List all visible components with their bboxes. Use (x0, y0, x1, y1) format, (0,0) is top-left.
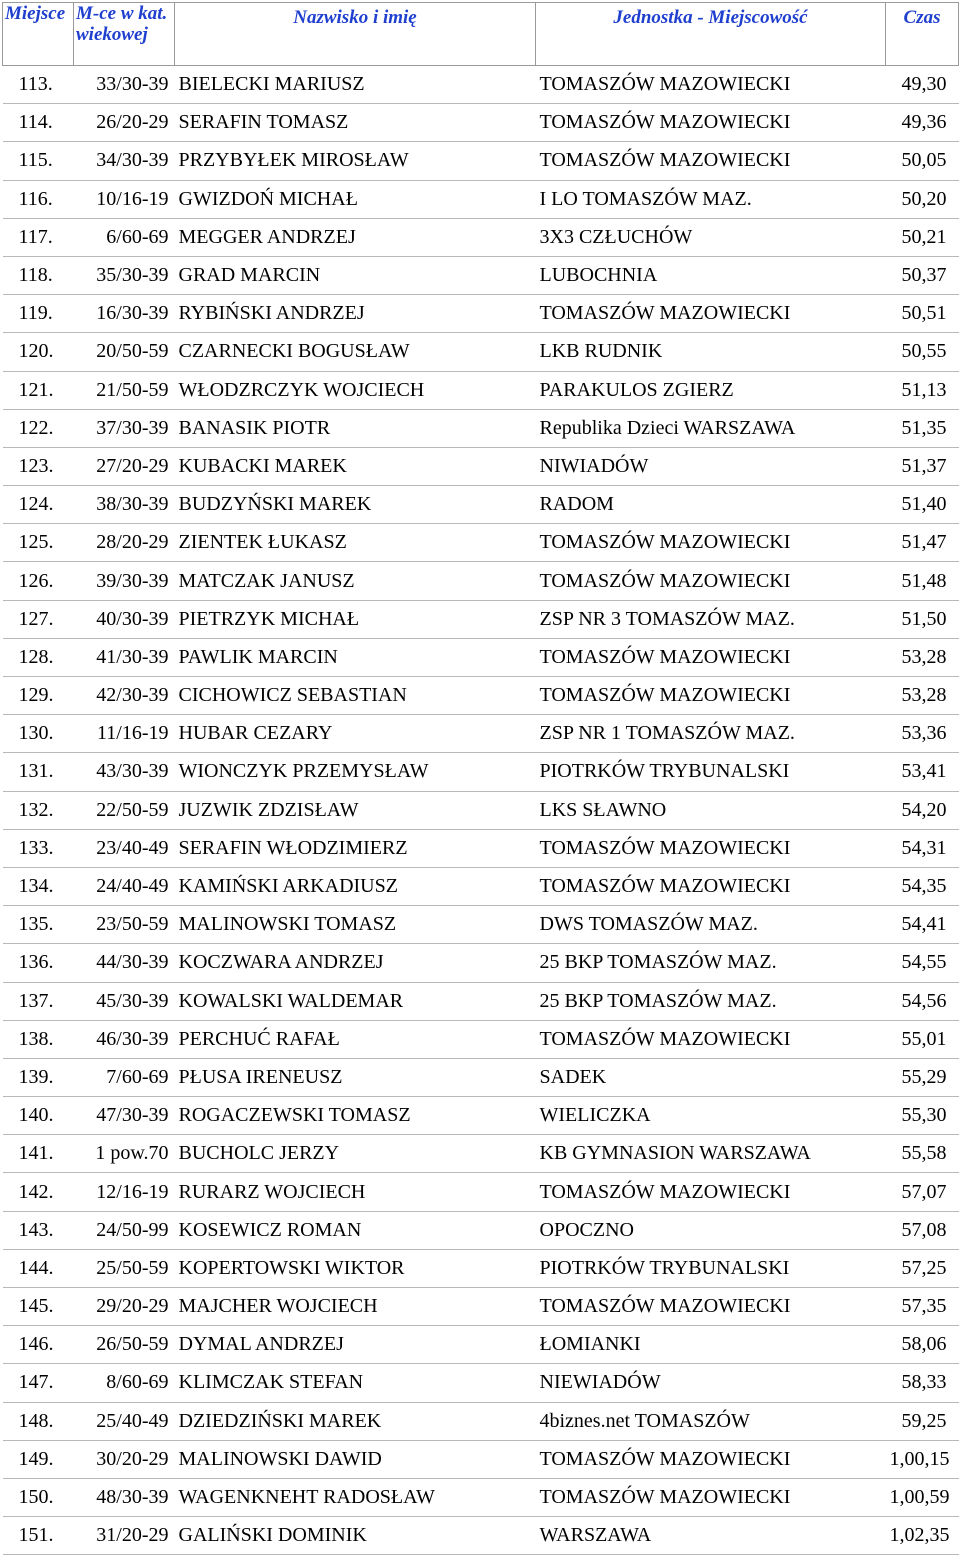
cell-category: 34/30-39 (74, 142, 175, 180)
cell-place: 140. (3, 1097, 74, 1135)
table-row (3, 1058, 959, 1096)
cell-name: ZIENTEK ŁUKASZ (175, 524, 536, 562)
cell-club: TOMASZÓW MAZOWIECKI (536, 1173, 886, 1211)
table-row (3, 1135, 959, 1173)
cell-name: DYMAL ANDRZEJ (175, 1326, 536, 1364)
cell-name: BANASIK PIOTR (175, 409, 536, 447)
cell-name: BUDZYŃSKI MAREK (175, 486, 536, 524)
table-row (3, 295, 959, 333)
cell-club: TOMASZÓW MAZOWIECKI (536, 142, 886, 180)
cell-club: NIEWIADÓW (536, 1364, 886, 1402)
cell-category: 27/20-29 (74, 447, 175, 485)
cell-time: 55,30 (886, 1097, 959, 1135)
table-row (3, 982, 959, 1020)
cell-place: 139. (3, 1058, 74, 1096)
cell-name: SERAFIN TOMASZ (175, 104, 536, 142)
cell-time: 50,37 (886, 256, 959, 294)
cell-club: TOMASZÓW MAZOWIECKI (536, 562, 886, 600)
header-place: Miejsce (3, 3, 74, 66)
cell-time: 50,20 (886, 180, 959, 218)
cell-category: 21/50-59 (74, 371, 175, 409)
cell-time: 49,30 (886, 66, 959, 104)
cell-name: MATCZAK JANUSZ (175, 562, 536, 600)
table-row (3, 1402, 959, 1440)
cell-club: TOMASZÓW MAZOWIECKI (536, 1478, 886, 1516)
table-row (3, 218, 959, 256)
cell-club: LKB RUDNIK (536, 333, 886, 371)
cell-category: 37/30-39 (74, 409, 175, 447)
cell-club: PIOTRKÓW TRYBUNALSKI (536, 1249, 886, 1287)
cell-time: 1,00,15 (886, 1440, 959, 1478)
cell-club: 4biznes.net TOMASZÓW (536, 1402, 886, 1440)
results-table (2, 2, 959, 1555)
cell-time: 55,01 (886, 1020, 959, 1058)
cell-club: TOMASZÓW MAZOWIECKI (536, 1440, 886, 1478)
header-category: M-ce w kat. wiekowej (74, 3, 175, 66)
cell-category: 11/16-19 (74, 715, 175, 753)
cell-time: 51,35 (886, 409, 959, 447)
cell-time: 1,02,35 (886, 1517, 959, 1555)
cell-time: 55,58 (886, 1135, 959, 1173)
table-row (3, 409, 959, 447)
table-row (3, 1249, 959, 1287)
cell-category: 26/50-59 (74, 1326, 175, 1364)
cell-club: WIELICZKA (536, 1097, 886, 1135)
cell-name: MALINOWSKI TOMASZ (175, 906, 536, 944)
cell-club: TOMASZÓW MAZOWIECKI (536, 66, 886, 104)
table-row (3, 1440, 959, 1478)
table-row (3, 1020, 959, 1058)
cell-name: KOWALSKI WALDEMAR (175, 982, 536, 1020)
cell-place: 134. (3, 867, 74, 905)
cell-place: 141. (3, 1135, 74, 1173)
cell-name: KUBACKI MAREK (175, 447, 536, 485)
cell-place: 129. (3, 677, 74, 715)
cell-time: 57,25 (886, 1249, 959, 1287)
cell-category: 25/40-49 (74, 1402, 175, 1440)
table-row (3, 791, 959, 829)
cell-category: 45/30-39 (74, 982, 175, 1020)
cell-time: 51,13 (886, 371, 959, 409)
cell-name: PERCHUĆ RAFAŁ (175, 1020, 536, 1058)
cell-place: 126. (3, 562, 74, 600)
table-row (3, 104, 959, 142)
cell-place: 149. (3, 1440, 74, 1478)
table-row (3, 944, 959, 982)
cell-category: 30/20-29 (74, 1440, 175, 1478)
table-row (3, 1097, 959, 1135)
cell-club: PARAKULOS ZGIERZ (536, 371, 886, 409)
cell-name: WŁODZRCZYK WOJCIECH (175, 371, 536, 409)
cell-category: 24/50-99 (74, 1211, 175, 1249)
cell-category: 39/30-39 (74, 562, 175, 600)
cell-name: DZIEDZIŃSKI MAREK (175, 1402, 536, 1440)
cell-place: 148. (3, 1402, 74, 1440)
cell-time: 59,25 (886, 1402, 959, 1440)
table-row (3, 715, 959, 753)
cell-category: 47/30-39 (74, 1097, 175, 1135)
cell-place: 138. (3, 1020, 74, 1058)
cell-place: 146. (3, 1326, 74, 1364)
cell-time: 54,20 (886, 791, 959, 829)
cell-time: 58,33 (886, 1364, 959, 1402)
cell-club: TOMASZÓW MAZOWIECKI (536, 104, 886, 142)
table-row (3, 677, 959, 715)
table-row (3, 1478, 959, 1516)
cell-name: KLIMCZAK STEFAN (175, 1364, 536, 1402)
cell-time: 51,47 (886, 524, 959, 562)
cell-club: TOMASZÓW MAZOWIECKI (536, 829, 886, 867)
cell-time: 53,41 (886, 753, 959, 791)
cell-time: 51,48 (886, 562, 959, 600)
cell-club: I LO TOMASZÓW MAZ. (536, 180, 886, 218)
cell-club: OPOCZNO (536, 1211, 886, 1249)
table-row (3, 447, 959, 485)
cell-name: KAMIŃSKI ARKADIUSZ (175, 867, 536, 905)
cell-club: NIWIADÓW (536, 447, 886, 485)
cell-name: GALIŃSKI DOMINIK (175, 1517, 536, 1555)
cell-name: BIELECKI MARIUSZ (175, 66, 536, 104)
cell-category: 41/30-39 (74, 638, 175, 676)
cell-club: Republika Dzieci WARSZAWA (536, 409, 886, 447)
cell-time: 58,06 (886, 1326, 959, 1364)
cell-place: 151. (3, 1517, 74, 1555)
cell-place: 150. (3, 1478, 74, 1516)
cell-category: 16/30-39 (74, 295, 175, 333)
cell-place: 145. (3, 1288, 74, 1326)
cell-category: 24/40-49 (74, 867, 175, 905)
cell-category: 40/30-39 (74, 600, 175, 638)
cell-category: 23/50-59 (74, 906, 175, 944)
table-row (3, 562, 959, 600)
cell-category: 26/20-29 (74, 104, 175, 142)
cell-time: 50,51 (886, 295, 959, 333)
cell-place: 116. (3, 180, 74, 218)
cell-time: 53,28 (886, 638, 959, 676)
cell-category: 28/20-29 (74, 524, 175, 562)
cell-place: 144. (3, 1249, 74, 1287)
cell-time: 50,05 (886, 142, 959, 180)
cell-name: CICHOWICZ SEBASTIAN (175, 677, 536, 715)
cell-time: 57,35 (886, 1288, 959, 1326)
cell-place: 118. (3, 256, 74, 294)
cell-place: 115. (3, 142, 74, 180)
cell-name: PŁUSA IRENEUSZ (175, 1058, 536, 1096)
cell-category: 46/30-39 (74, 1020, 175, 1058)
cell-place: 113. (3, 66, 74, 104)
cell-category: 35/30-39 (74, 256, 175, 294)
cell-place: 147. (3, 1364, 74, 1402)
table-row (3, 1517, 959, 1555)
cell-category: 23/40-49 (74, 829, 175, 867)
cell-place: 114. (3, 104, 74, 142)
cell-time: 57,08 (886, 1211, 959, 1249)
table-row (3, 829, 959, 867)
cell-club: KB GYMNASION WARSZAWA (536, 1135, 886, 1173)
table-row (3, 333, 959, 371)
cell-time: 54,41 (886, 906, 959, 944)
cell-club: PIOTRKÓW TRYBUNALSKI (536, 753, 886, 791)
cell-time: 49,36 (886, 104, 959, 142)
cell-place: 120. (3, 333, 74, 371)
cell-club: ZSP NR 3 TOMASZÓW MAZ. (536, 600, 886, 638)
table-row (3, 1173, 959, 1211)
cell-time: 50,55 (886, 333, 959, 371)
cell-place: 119. (3, 295, 74, 333)
cell-club: RADOM (536, 486, 886, 524)
cell-club: ZSP NR 1 TOMASZÓW MAZ. (536, 715, 886, 753)
cell-category: 25/50-59 (74, 1249, 175, 1287)
cell-category: 42/30-39 (74, 677, 175, 715)
cell-place: 122. (3, 409, 74, 447)
cell-time: 53,28 (886, 677, 959, 715)
table-row (3, 1364, 959, 1402)
cell-place: 137. (3, 982, 74, 1020)
table-row (3, 524, 959, 562)
cell-time: 54,56 (886, 982, 959, 1020)
cell-name: PRZYBYŁEK MIROSŁAW (175, 142, 536, 180)
cell-name: CZARNECKI BOGUSŁAW (175, 333, 536, 371)
cell-place: 135. (3, 906, 74, 944)
cell-time: 50,21 (886, 218, 959, 256)
header-time: Czas (886, 3, 959, 66)
cell-time: 51,50 (886, 600, 959, 638)
cell-club: 3X3 CZŁUCHÓW (536, 218, 886, 256)
cell-category: 20/50-59 (74, 333, 175, 371)
table-row (3, 600, 959, 638)
table-row (3, 180, 959, 218)
cell-name: RURARZ WOJCIECH (175, 1173, 536, 1211)
table-row (3, 1326, 959, 1364)
cell-name: KOPERTOWSKI WIKTOR (175, 1249, 536, 1287)
cell-place: 143. (3, 1211, 74, 1249)
cell-place: 127. (3, 600, 74, 638)
cell-club: TOMASZÓW MAZOWIECKI (536, 677, 886, 715)
cell-name: JUZWIK ZDZISŁAW (175, 791, 536, 829)
table-row (3, 906, 959, 944)
cell-category: 22/50-59 (74, 791, 175, 829)
cell-name: WAGENKNEHT RADOSŁAW (175, 1478, 536, 1516)
cell-place: 142. (3, 1173, 74, 1211)
cell-place: 128. (3, 638, 74, 676)
cell-category: 7/60-69 (74, 1058, 175, 1096)
cell-name: HUBAR CEZARY (175, 715, 536, 753)
table-row (3, 256, 959, 294)
cell-name: KOCZWARA ANDRZEJ (175, 944, 536, 982)
cell-category: 8/60-69 (74, 1364, 175, 1402)
header-name: Nazwisko i imię (175, 3, 536, 66)
cell-category: 29/20-29 (74, 1288, 175, 1326)
cell-name: ROGACZEWSKI TOMASZ (175, 1097, 536, 1135)
cell-category: 33/30-39 (74, 66, 175, 104)
cell-club: TOMASZÓW MAZOWIECKI (536, 1020, 886, 1058)
cell-category: 31/20-29 (74, 1517, 175, 1555)
cell-name: PAWLIK MARCIN (175, 638, 536, 676)
cell-time: 51,37 (886, 447, 959, 485)
cell-name: GWIZDOŃ MICHAŁ (175, 180, 536, 218)
table-row (3, 867, 959, 905)
cell-category: 12/16-19 (74, 1173, 175, 1211)
table-row (3, 371, 959, 409)
cell-name: WIONCZYK PRZEMYSŁAW (175, 753, 536, 791)
cell-place: 125. (3, 524, 74, 562)
cell-time: 54,31 (886, 829, 959, 867)
header-club: Jednostka - Miejscowość (536, 3, 886, 66)
cell-time: 51,40 (886, 486, 959, 524)
cell-club: TOMASZÓW MAZOWIECKI (536, 638, 886, 676)
cell-club: TOMASZÓW MAZOWIECKI (536, 295, 886, 333)
cell-category: 48/30-39 (74, 1478, 175, 1516)
cell-place: 123. (3, 447, 74, 485)
cell-name: BUCHOLC JERZY (175, 1135, 536, 1173)
cell-time: 55,29 (886, 1058, 959, 1096)
table-row (3, 1288, 959, 1326)
cell-name: RYBIŃSKI ANDRZEJ (175, 295, 536, 333)
cell-name: PIETRZYK MICHAŁ (175, 600, 536, 638)
cell-club: TOMASZÓW MAZOWIECKI (536, 524, 886, 562)
cell-name: KOSEWICZ ROMAN (175, 1211, 536, 1249)
cell-club: LUBOCHNIA (536, 256, 886, 294)
cell-category: 6/60-69 (74, 218, 175, 256)
cell-category: 10/16-19 (74, 180, 175, 218)
cell-place: 121. (3, 371, 74, 409)
header-row (3, 3, 959, 66)
cell-club: TOMASZÓW MAZOWIECKI (536, 867, 886, 905)
table-row (3, 142, 959, 180)
table-row (3, 753, 959, 791)
cell-club: SADEK (536, 1058, 886, 1096)
cell-time: 54,55 (886, 944, 959, 982)
cell-category: 1 pow.70 (74, 1135, 175, 1173)
cell-time: 57,07 (886, 1173, 959, 1211)
cell-place: 132. (3, 791, 74, 829)
cell-name: GRAD MARCIN (175, 256, 536, 294)
cell-club: LKS SŁAWNO (536, 791, 886, 829)
cell-name: MAJCHER WOJCIECH (175, 1288, 536, 1326)
table-row (3, 66, 959, 104)
cell-place: 130. (3, 715, 74, 753)
cell-place: 124. (3, 486, 74, 524)
cell-place: 117. (3, 218, 74, 256)
table-row (3, 1211, 959, 1249)
cell-name: SERAFIN WŁODZIMIERZ (175, 829, 536, 867)
cell-club: WARSZAWA (536, 1517, 886, 1555)
cell-club: DWS TOMASZÓW MAZ. (536, 906, 886, 944)
cell-name: MALINOWSKI DAWID (175, 1440, 536, 1478)
cell-club: 25 BKP TOMASZÓW MAZ. (536, 944, 886, 982)
cell-club: 25 BKP TOMASZÓW MAZ. (536, 982, 886, 1020)
table-row (3, 638, 959, 676)
cell-category: 38/30-39 (74, 486, 175, 524)
cell-name: MEGGER ANDRZEJ (175, 218, 536, 256)
cell-time: 53,36 (886, 715, 959, 753)
cell-club: ŁOMIANKI (536, 1326, 886, 1364)
table-row (3, 486, 959, 524)
cell-category: 44/30-39 (74, 944, 175, 982)
cell-place: 131. (3, 753, 74, 791)
cell-category: 43/30-39 (74, 753, 175, 791)
cell-place: 133. (3, 829, 74, 867)
cell-place: 136. (3, 944, 74, 982)
cell-time: 54,35 (886, 867, 959, 905)
cell-club: TOMASZÓW MAZOWIECKI (536, 1288, 886, 1326)
cell-time: 1,00,59 (886, 1478, 959, 1516)
